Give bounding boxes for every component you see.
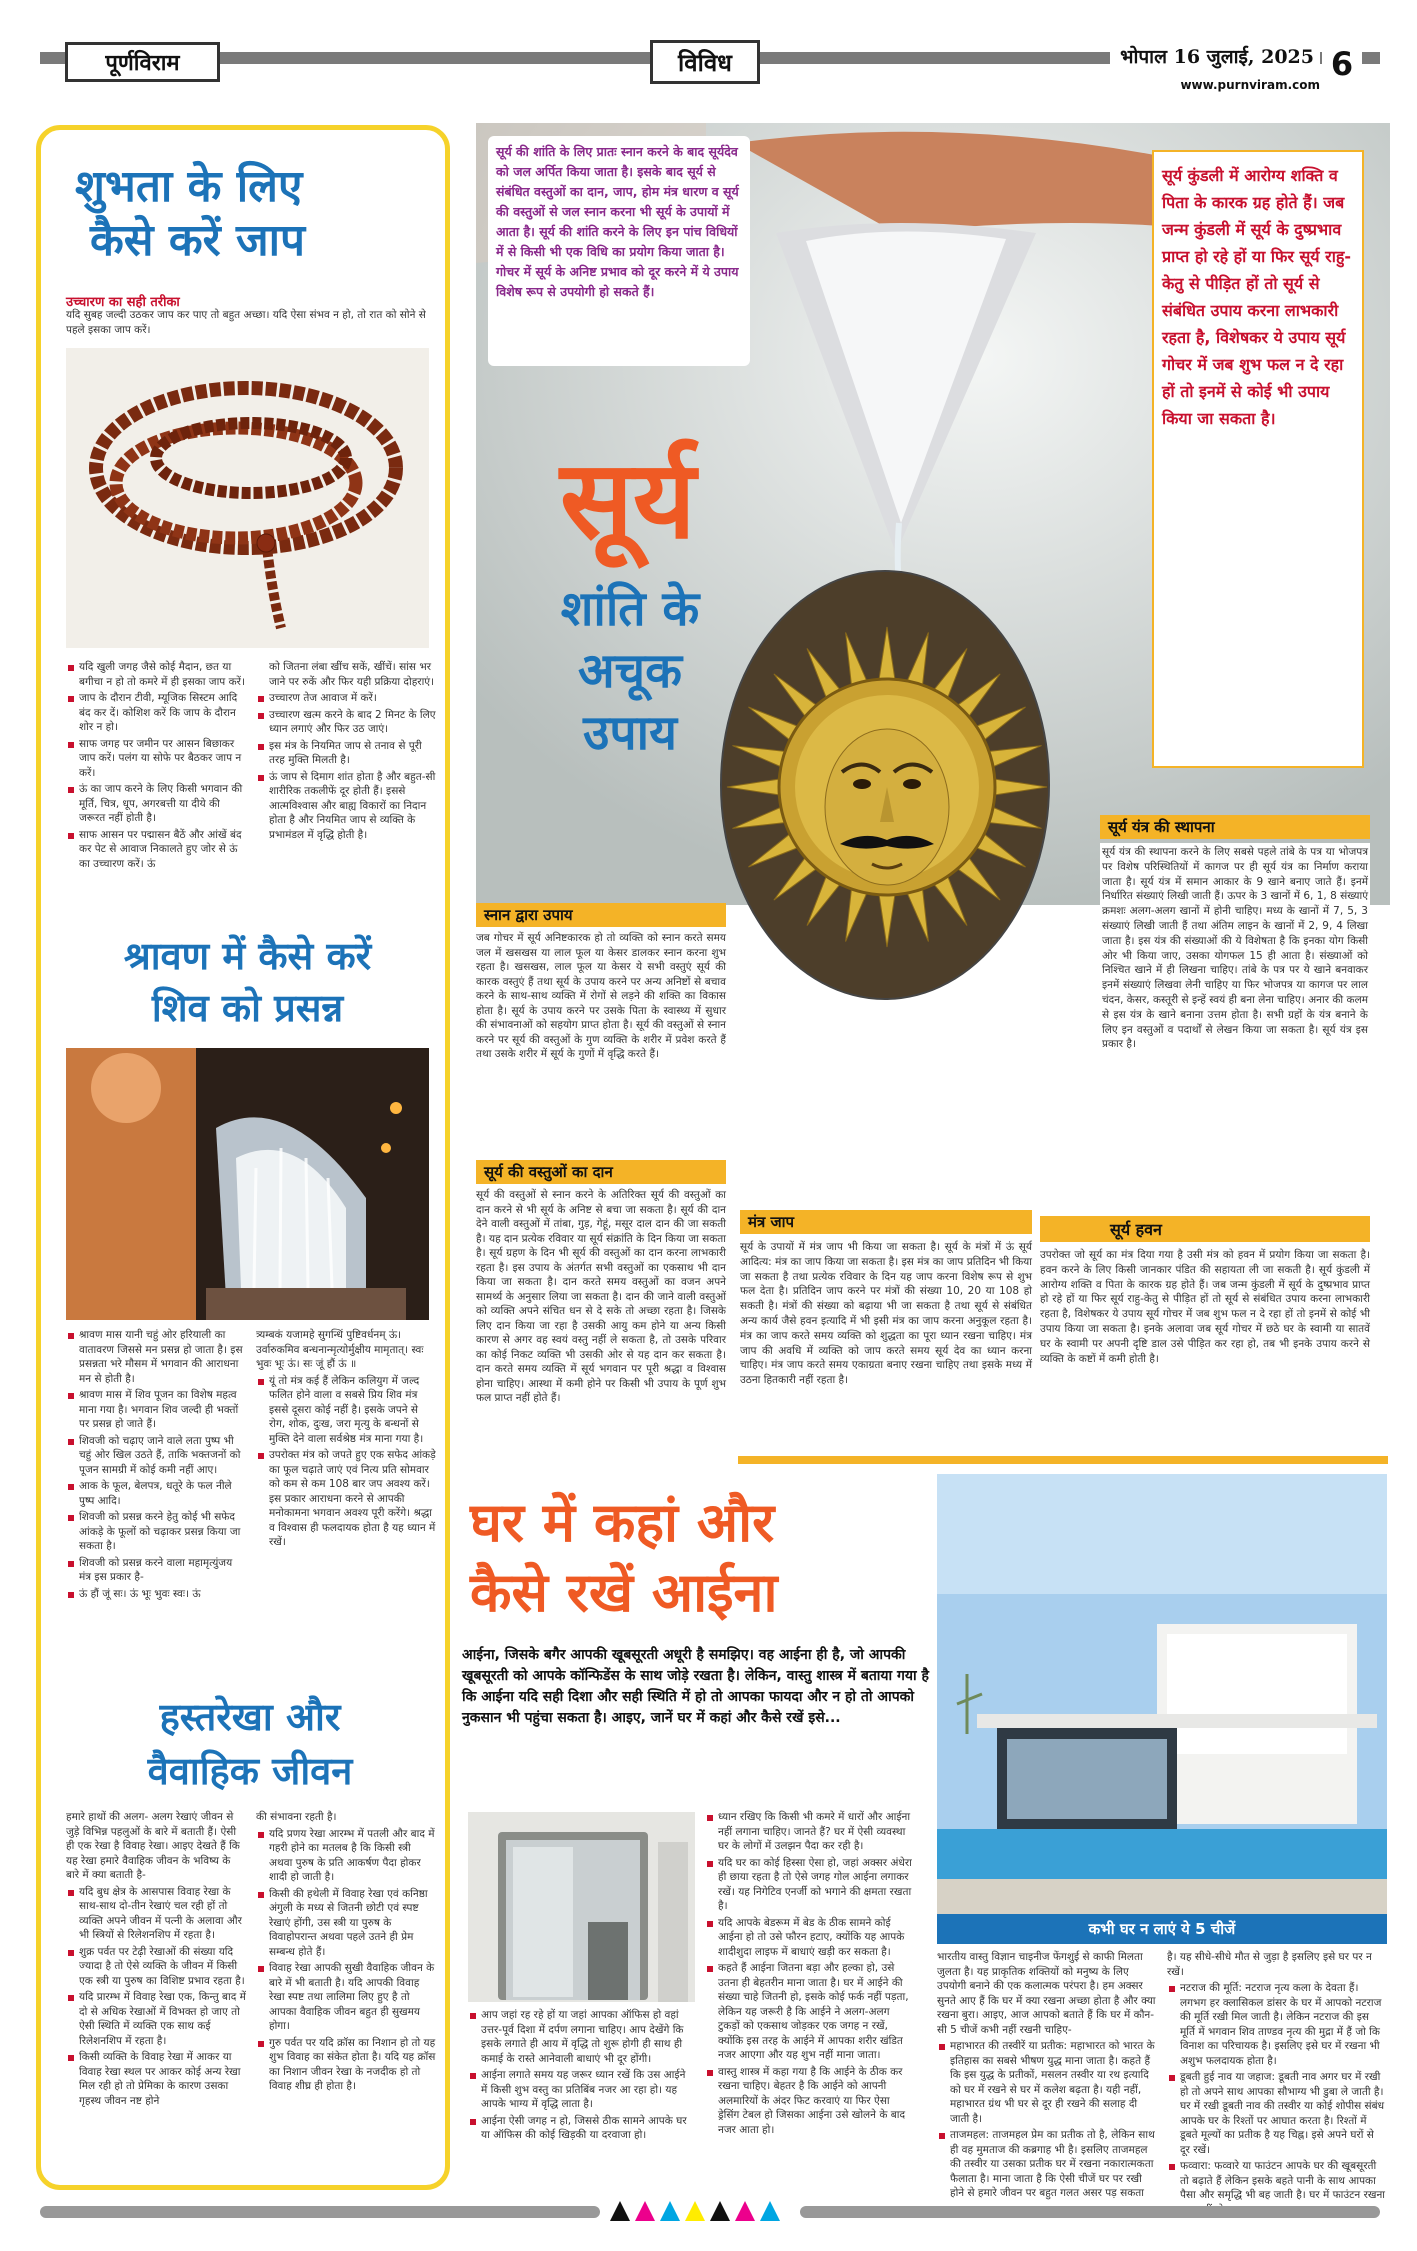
hastrekha-intro: हमारे हाथों की अलग- अलग रेखाएं जीवन से जुड़े विभिन्न पहलुओं के बारे में बताती हैं। ऐसी ही एक रेखा है विवाह रेखा। आइए देखते हैं कि यह रेखा हमारे वैवाहिक जीवन के भविष्य के बारे में क्या बताती है- [66,1811,240,1881]
section-box [650,40,760,84]
shubhta-subhead: उच्चारण का सही तरीका [66,295,180,310]
list-item: ऊं जाप से दिमाग शांत होता है और बहुत-सी शारीरिक तकलीफें दूर होती हैं। इससे आत्मविश्वास और बाह्य विकारों का निदान होता है और नियमित जाप से व्यक्ति के प्रभामंडल में वृद्धि होती है। [256,770,436,843]
mantra-head: मंत्र जाप [740,1210,1032,1234]
surya-callout [488,136,750,366]
dateline-box [1110,38,1320,74]
list-item: शिवजी को प्रसन्न करने हेतु कोई भी सफेद आंकड़े के फूलों को चढ़ाकर प्रसन्न किया जा सकता है। [66,1510,246,1554]
hastrekha-body [66,1810,436,2110]
havan-head: सूर्य हवन [1040,1216,1370,1242]
list-item: यदि खुली जगह जैसे कोई मैदान, छत या बगीचा न हो तो कमरे में ही इसका जाप करें। [66,660,246,689]
section-title: विविध [678,47,732,77]
surya-subtitle-line2: अचूक [577,643,683,699]
list-item: यदि बुध क्षेत्र के आसपास विवाह रेखा के साथ-साथ दो-तीन रेखाएं चल रही हों तो व्यक्ति अपने जीवन में पत्नी के अलावा और भी स्त्रियों से रिलेशनशिप में रहता है। [66,1885,246,1943]
snan-section [476,903,726,1062]
list-item: उच्चारण तेज आवाज में करें। [256,691,436,706]
aaina-lead: आईना, जिसके बगैर आपकी खूबसूरती अधूरी है समझिए। वह आईना ही है, जो आपकी खूबसूरती को आपके कॉन्फिडेंस के साथ जोड़े रखता है। लेकिन, वास्तु शास्त्र में बताया गया है कि आईना यदि सही दिशा और सही स्थिति में हो तो आपका फायदा और न हो तो आपको नुकसान भी पहुंचा सकता है। आइए, जानें घर में कहां और कैसे रखें इसे... [462,1647,929,1726]
shravan-title [50,930,445,1034]
list-item: महाभारत की तस्वीरें या प्रतीक: महाभारत को भारत के इतिहास का सबसे भीषण युद्ध माना जाता है। कहते हैं कि इस युद्ध के प्रतीकों, मसलन तस्वीर या रथ इत्यादि को घर में रखने से घर में कलेश बढ़ता है। यही नहीं, महाभारत ग्रंथ भी घर से दूर ही रखने की सलाह दी जाती है। [937,2039,1157,2126]
list-item: वास्तु शास्त्र में कहा गया है कि आईने के ठीक कर रखना चाहिए। बेहतर है कि आईने को आपनी अलमारियों के अंदर फिट करवाएं या फिर ऐसा ड्रेसिंग टेबल हो जिसका आईना उसे खोलने के बाद नजर आता हो। [705,2065,913,2138]
mantra-section [740,1210,1032,1388]
panch-col1 [937,1950,1157,2203]
dateline: भोपाल 16 जुलाई, 2025 [1120,46,1314,68]
masthead [0,0,1417,110]
shravan-title-line1: श्रावण में कैसे करें [123,934,372,978]
list-item: किसी व्यक्ति के विवाह रेखा में आकर या विवाह रेखा स्थल पर आकर कोई अन्य रेखा मिल रही हो तो प्रेमिका के कारण उसका गृहस्थ जीवन नष्ट होने [66,2050,246,2108]
aaina-title-line2: कैसे रखें आईना [470,1561,778,1624]
shubhta-right-lead: को जितना लंबा खींच सकें, खींचें। सांस भर जाने पर रुकें और फिर यही प्रक्रिया दोहराएं। [269,661,435,688]
list-item: इस मंत्र के नियमित जाप से तनाव से पूरी तरह मुक्ति मिलती है। [256,739,436,768]
list-item: शिवजी को चढ़ाए जाने वाले लता पुष्प भी चहुं ओर खिल उठते हैं, ताकि भक्तजनों को पूजन सामग्री में कोई कमी नहीं आए। [66,1434,246,1478]
surya-title: सूर्य [560,437,696,563]
hastrekha-title-line1: हस्तरेखा और [159,1695,341,1739]
list-item: यदि घर का कोई हिस्सा ऐसा हो, जहां अक्सर अंधेरा ही छाया रहता है तो ऐसे जगह गोल आईना लगाकर रखें। यह निगेटिव एनर्जी को भगाने की क्षमता रखता है। [705,1856,913,1914]
house-caption: कभी घर न लाएं ये 5 चीजें [937,1914,1387,1944]
list-item: ताजमहल: ताजमहल प्रेम का प्रतीक तो है, लेकिन साथ ही वह मुमताज की कब्रगाह भी है। इसलिए ताजमहल की तस्वीर या उसका प्रतीक घर में रखना नकारात्मकता फैलाता है। माना जाता है कि ऐसी चीजें घर पर रखी होने से हमारे जीवन पर बहुत गलत असर पड़ सकता [937,2128,1157,2201]
shravan-right-lead: त्र्यम्बकं यजामहे सुगन्धिं पुष्टिवर्धनम्‌ ऊं। उर्वारुकमिव बन्धनान्मृत्योर्मुक्षीय मामृतात्‌। स्वः भुवः भूः ऊं। सः जूं हौं ऊं ॥ [256,1329,424,1370]
list-item: गुरु पर्वत पर यदि क्रॉस का निशान हो तो यह शुभ विवाह का संकेत होता है। यदि यह क्रॉस का निशान जीवन रेखा के नजदीक हो तो विवाह शीघ्र ही होता है। [256,2036,436,2094]
mantra-body: सूर्य के उपायों में मंत्र जाप भी किया जा सकता है। सूर्य के मंत्रों में ऊं सूर्य आदित्य: मंत्र का जाप किया जा सकता है। इस मंत्र का जाप प्रतिदिन भी किया जा सकता है तथा प्रत्येक रविवार के दिन यह जाप करना विशेष रूप से शुभ फल देता है। प्रतिदिन जाप करने पर मंत्रों की संख्या 10, 20 या 108 हो सकती है। मंत्रों की संख्या को बढ़ाया भी जा सकता है तथा सूर्य से संबंधित अन्य कार्य जैसे हवन इत्यादि में भी इसी मंत्र का जाप करना अनुकूल रहता है। मंत्र का जाप करते समय व्यक्ति को शुद्धता का पूरा ध्यान रखना चाहिए। मंत्र जाप की अवधि में व्यक्ति को जाप करते समय सूर्य देव का ध्यान करना चाहिए। मंत्र जाप करते समय एकाग्रता बनाए रखना चाहिए तथा इसके मध्य में उठना हितकारी नहीं रहता है। [740,1241,1032,1387]
section-divider [738,1456,1388,1464]
list-item: ऊं का जाप करने के लिए किसी भगवान की मूर्ति, चित्र, धूप, अगरबत्ती या दीये की जरूरत नहीं होती है। [66,782,246,826]
list-item: नटराज की मूर्ति: नटराज नृत्य कला के देवता हैं। लगभग हर क्लासिकल डांसर के घर में आपको नटराज की मूर्ति रखी मिल जाती है। लेकिन नटराज की इस मूर्ति में भगवान शिव ताण्डव नृत्य की मुद्रा में हैं जो कि विनाश का परिचायक है। इसलिए इसे घर में रखना भी अशुभ फलदायक होता है। [1167,1981,1387,2068]
shubhta-title-line2: कैसे करें जाप [90,215,305,266]
list-item: विवाह रेखा आपकी सुखी वैवाहिक जीवन के बारे में भी बताती है। यदि आपकी विवाह रेखा स्पष्ट तथा लालिमा लिए हुए है तो आपका वैवाहिक जीवन बहुत ही सुखमय होगा। [256,1961,436,2034]
footer-bar-right [800,2206,1380,2218]
footer-bar-left [40,2206,600,2218]
list-item: यदि प्रणय रेखा आरम्भ में पतली और बाद में गहरी होने का मतलब है कि किसी स्त्री अथवा पुरुष के प्रति आकर्षण पैदा होकर शादी हो जाती है। [256,1827,436,1885]
daan-section [476,1160,726,1406]
list-item: यदि प्रारम्भ में विवाह रेखा एक, किन्तु बाद में दो से अधिक रेखाओं में विभक्त हो जाए तो ऐसी स्थिति में व्यक्ति एक साथ कई रिलेशनशिप में रहता है। [66,1990,246,2048]
aaina-title-line1: घर में कहां और [470,1491,775,1554]
havan-section [1040,1216,1370,1366]
havan-body: उपरोक्त जो सूर्य का मंत्र दिया गया है उसी मंत्र को हवन में प्रयोग किया जा सकता है। हवन करने के लिए किसी जानकार पंडित की सहायता ली जा सकती है। सूर्य कुंडली में आरोग्य शक्ति व पिता के कारक ग्रह होते हैं। जब जन्म कुंडली में सूर्य के दुष्प्रभाव प्राप्त हो रहे हों या फिर सूर्य राहु-केतु से पीड़ित हों तो सूर्य से संबंधित उपाय करना लाभकारी रहता है, विशेषकर ये उपाय सूर्य गोचर में जब शुभ फल न दे रहा हों तो इनमें से कोई भी उपाय किया जा सकता है। इनके अलावा जब सूर्य गोचर में छठे घर के स्वामी या सातवें घर के स्वामी पर अपनी दृष्टि डाल उसे पीड़ित कर रहा हो, तब भी इनके उपाय करने से व्यक्ति के कष्टों में कमी होती है। [1040,1249,1370,1365]
shiva-lingam-image [66,1048,429,1320]
list-item: किसी की हथेली में विवाह रेखा एवं कनिष्ठा अंगुली के मध्य से जितनी छोटी एवं स्पष्ट रेखाएं होंगी, उस स्त्री या पुरुष के विवाहोपरान्त अथवा पहले उतने ही प्रेम सम्बन्ध होते हैं। [256,1887,436,1960]
aaina-title [470,1488,930,1628]
list-item: यूं तो मंत्र कई हैं लेकिन कलियुग में जल्द फलित होने वाला व सबसे प्रिय शिव मंत्र इससे दूसरा कोई नहीं है। इसके जपने से रोग, शोक, दुःख, जरा मृत्यु के बन्धनों से मुक्ति देने वाला सर्वश्रेष्ठ मंत्र माना गया है। [256,1374,436,1447]
shubhta-intro: यदि सुबह जल्दी उठकर जाप कर पाए तो बहुत अच्छा। यदि ऐसा संभव न हो, तो रात को सोने से पहले इसका जाप करें। [66,309,426,336]
list-item: शुक्र पर्वत पर टेढ़ी रेखाओं की संख्या यदि ज्यादा है तो ऐसे व्यक्ति के जीवन में किसी एक स्त्री या पुरुष का विशिष्ट प्रभाव रहता है। [66,1945,246,1989]
website: www.purnviram.com [1150,78,1320,92]
hastrekha-title [60,1690,440,1798]
panch-col2-lead: है। यह सीधे-सीधे मौत से जुड़ा है इसलिए इसे घर पर न रखें। [1167,1951,1372,1978]
shubhta-title [60,160,440,268]
list-item: आप जहां रह रहे हों या जहां आपका ऑफिस हो वहां उत्तर-पूर्व दिशा में दर्पण लगाना चाहिए। आप देखेंगे कि इसके लगाते ही आय में वृद्धि तो शुरू होगी ही साथ ही कमाई के रास्ते आनेवाली बाधाएं भी दूर होंगी। [468,2008,695,2066]
rosary-image [66,348,429,648]
aaina-col1 [468,2008,695,2145]
list-item: डूबती हुई नाव या जहाज: डूबती नाव अगर घर में रखी हो तो अपने साथ आपका सौभाग्य भी डुबा ले जाती है। घर में रखी डूबती नाव की तस्वीर या कोई शोपीस संबंध आपके घर के रिश्तों पर आघात करता है। रिश्तों में डूबते मूल्यों का प्रतीक है यह चिह्न। इसे अपने घरों से दूर रखें। [1167,2070,1387,2157]
color-registration [605,2196,795,2226]
shravan-title-line2: शिव को प्रसन्न [151,986,344,1030]
surya-subtitle-line1: शांति के [560,581,700,637]
daan-body: सूर्य की वस्तुओं से स्नान करने के अतिरिक्त सूर्य की वस्तुओं का दान करने से भी सूर्य के अनिष्ट से बचा जा सकता है। सूर्य की दान देने वाली वस्तुओं में तांबा, गुड़, गेहूं, मसूर दाल दान की जा सकती है। यह दान प्रत्येक रविवार या सूर्य संक्रांति के दिन किया जा सकता है। सूर्य ग्रहण के दिन भी सूर्य की वस्तुओं का दान करना लाभकारी रहता है। इस उपाय के अंतर्गत सभी वस्तुओं का एकसाथ भी दान किया जा सकता है। दान करते समय वस्तुओं का वजन अपने सामर्थ्य के अनुसार लिया जा सकता है। दान की जाने वाली वस्तुओं को व्यक्ति अपने संचित धन से दे सके तो अच्छा रहता है। जिसके लिए दान किया जा रहा है उसकी आयु कम होने या अन्य किसी कारण से अगर वह स्वयं वस्तु नहीं ले सकता है, तो उसके परिवार का कोई निकट व्यक्ति भी उसकी ओर से यह दान कर सकता है। दान करते समय व्यक्ति में सूर्य भगवान पर पूरी श्रद्धा व विश्वास होना चाहिए। आस्था में कमी होने पर किसी भी उपाय के पूर्ण शुभ फल प्राप्त नहीं होते हैं। [476,1189,726,1404]
shubhta-title-line1: शुभता के लिए [75,161,303,212]
shubhta-bullets [66,660,436,873]
list-item: श्रावण मास यानी चहुं ओर हरियाली का वातावरण जिससे मन प्रसन्न हो जाता है। इस प्रसन्नता भरे मौसम में भगवान की आराधना मन से होती है। [66,1328,246,1386]
list-item: उपरोक्त मंत्र को जपते हुए एक सफेद आंकड़े का फूल चढ़ाते जाएं एवं नित्य प्रति सोमवार को कम से कम 108 बार जप अवश्य करें। इस प्रकार आराधना करने से आपकी मनोकामना भगवान अवश्य पूरी करेंगे। श्रद्धा व विश्वास ही फलदायक होता है यह ध्यान में रखें। [256,1448,436,1550]
list-item: फव्वारा: फव्वारे या फाउंटन आपके घर की खूबसूरती तो बढ़ाते हैं लेकिन इसके बहते पानी के साथ आपका पैसा और समृद्धि भी बह जाती है। घर में फाउंटन रखना [1167,2159,1387,2217]
panch-col2 [1167,1950,1387,2219]
mirror-image [468,1812,695,2002]
brand-name: पूर्णविराम [105,50,180,76]
yantra-head: सूर्य यंत्र की स्थापना [1100,815,1370,839]
list-item: साफ आसन पर पद्मासन बैठें और आंखें बंद कर पेट से आवाज निकालते हुए जोर से ऊं का उच्चारण करें। ऊं [66,828,246,872]
list-item: श्रावण मास में शिव पूजन का विशेष महत्व माना गया है। भगवान शिव जल्दी ही भक्तों पर प्रसन्न हो जाते हैं। [66,1388,246,1432]
list-item: यदि आपके बेडरूम में बेड के ठीक सामने कोई आईना हो तो उसे फौरन हटाए, क्योंकि यह आपके शादीशुदा लाइफ में बाधाएं खड़ी कर सकता है। [705,1916,913,1960]
list-item: आईना ऐसी जगह न हो, जिससे ठीक सामने आपके घर या ऑफिस की कोई खिड़की या दरवाजा हो। [468,2114,695,2143]
sun-mask-image [720,570,1050,1000]
yantra-body: सूर्य यंत्र की स्थापना करने के लिए सबसे पहले तांबे के पत्र या भोजपत्र पर विशेष परिस्थितियों में कागज पर ही सूर्य यंत्र का निर्माण कराया जाता है। सूर्य यंत्र में समान आकार के 9 खाने बनाए जाते हैं। इनमें निर्धारित संख्याएं लिखी जाती हैं। ऊपर के 3 खानों में 6, 1, 8 संख्याएं क्रमशः अलग-अलग खानों में होनी चाहिए। मध्य के खानों में 7, 5, 3 संख्याएं लिखी जाती हैं तथा अंतिम लाइन के खानों में 2, 9, 4 लिखा जाता है। इस यंत्र की संख्याओं की ये विशेषता है कि इनका योग किसी ओर भी किया जाए, उसका योगफल 15 ही आता है। संख्याओं को निश्चित खाने में ही लिखना चाहिए। तांबे के पत्र पर ये खाने बनवाकर इनमें संख्याएं लिखवा लेनी चाहिए या फिर भोजपत्र या कागज पर लाल चंदन, केसर, कस्तूरी से इन्हें स्वयं ही बना लेना चाहिए। अनार की कलम से इस यंत्र के खाने बनाना उत्तम होता है। सभी ग्रहों के यंत्र बनाने के लिए इन वस्तुओं व पदार्थों से लेखन किया जा सकता है। सूर्य यंत्र इस प्रकार है। [1100,843,1370,1054]
aaina-col2 [705,1810,913,2139]
list-item: आईना लगाते समय यह जरूर ध्यान रखें कि उस आईने में किसी शुभ वस्तु का प्रतिबिंब नजर आ रहा हो। यह आपके भाग्य में वृद्धि लाता है। [468,2068,695,2112]
shravan-bullets [66,1328,436,1603]
hastrekha-title-line2: वैवाहिक जीवन [147,1749,353,1793]
surya-callout-text: सूर्य की शांति के लिए प्रातः स्नान करने के बाद सूर्यदेव को जल अर्पित किया जाता है। इसके बाद सूर्य से संबंधित वस्तुओं का दान, जाप, होम मंत्र धारण व सूर्य की वस्तुओं से जल स्नान करना भी सूर्य के उपायों में आता है। सूर्य की शांति करने के लिए इन पांच विधियों में से किसी भी एक विधि का प्रयोग किया जाता है। गोचर में सूर्य के अनिष्ट प्रभाव को दूर करने में ये उपाय विशेष रूप से उपयोगी हो सकते हैं। [496,144,739,299]
page-number: 6 [1322,38,1362,90]
house-image [937,1474,1387,1914]
list-item: ध्यान रखिए कि किसी भी कमरे में धारों और आईना नहीं लगाना चाहिए। जानते हैं? घर में ऐसी व्यवस्था घर के लोगों में उलझन पैदा कर रही है। [705,1810,913,1854]
brand-box [65,42,220,82]
yantra-section [1100,815,1370,1054]
surya-subtitle [520,578,740,764]
list-item: साफ जगह पर जमीन पर आसन बिछाकर जाप करें। पलंग या सोफे पर बैठकर जाप न करें। [66,737,246,781]
surya-sidebar-text: सूर्य कुंडली में आरोग्य शक्ति व पिता के कारक ग्रह होते हैं। जब जन्म कुंडली में सूर्य के दुष्प्रभाव प्राप्त हो रहे हों या फिर सूर्य राहु-केतु से पीड़ित हों तो सूर्य से संबंधित उपाय करना लाभकारी रहता है, विशेषकर ये उपाय सूर्य गोचर में जब शुभ फल न दे रहा हों तो इनमें से कोई भी उपाय किया जा सकता है। [1162,166,1351,428]
snan-body: जब गोचर में सूर्य अनिष्टकारक हो तो व्यक्ति को स्नान करते समय जल में खसखस या लाल फूल या केसर डालकर स्नान करना शुभ रहता है। खसखस, लाल फूल या केसर ये सभी वस्तुएं सूर्य की कारक वस्तुएं हैं तथा सूर्य के उपाय करने पर अन्य अनिष्टों से बचाव करने के साथ-साथ व्यक्ति में रोगों से लड़ने की शक्ति का विकास होता है। सूर्य के उपाय करने पर उसके पिता के स्वास्थ्य में सुधार की संभावनाओं को सहयोग प्राप्त होता है। सूर्य की वस्तुओं से स्नान करने पर सूर्य की वस्तुओं के गुण व्यक्ति के शरीर में प्रवेश करते हैं तथा उसके शरीर में सूर्य के गुणों में वृद्धि करते हैं। [476,932,726,1060]
list-item: जाप के दौरान टीवी, म्यूजिक सिस्टम आदि बंद कर दें। कोशिश करें कि जाप के दौरान शोर न हो। [66,691,246,735]
list-item: शिवजी को प्रसन्न करने वाला महामृत्युंजय मंत्र इस प्रकार है- [66,1556,246,1585]
panch-intro: भारतीय वास्तु विज्ञान चाइनीज फेंगशुई से काफी मिलता जुलता है। यह प्राकृतिक शक्तियों को मनुष्य के लिए उपयोगी बनाने की एक कलात्मक परंपरा है। हम अक्सर सुनते आए हैं कि घर में क्या रखना अच्छा होता है और क्या रखना बुरा। आइए, आज आपको बताते हैं कि घर में कौन-सी 5 चीजें कभी नहीं रखनी चाहिए- [937,1951,1156,2036]
daan-head: सूर्य की वस्तुओं का दान [476,1160,726,1184]
list-item: आक के फूल, बेलपत्र, धतूरे के फल नीले पुष्प आदि। [66,1479,246,1508]
list-item: उच्चारण खत्म करने के बाद 2 मिनट के लिए ध्यान लगाएं और फिर उठ जाएं। [256,708,436,737]
surya-subtitle-line3: उपाय [583,705,677,761]
snan-head: स्नान द्वारा उपाय [476,903,726,927]
list-item: ऊं हौं जूं सः। ऊं भूः भुवः स्वः। ऊं [66,1587,246,1602]
list-item: कहते हैं आईना जितना बड़ा और हल्का हो, उसे उतना ही बेहतरीन माना जाता है। घर में आईने की संख्या चाहे जितनी हो, इसके कोई फर्क नहीं पड़ता, लेकिन यह जरूरी है कि आईने ने अलग-अलग टुकड़ों को एकसाथ जोड़कर एक जगह न रखें, क्योंकि इस तरह के आईने में आपका शरीर खंडित नजर आएगा और यह शुभ नहीं माना जाता। [705,1961,913,2063]
hastrekha-right-lead: की संभावना रहती है। [256,1811,337,1823]
surya-sidebar [1152,150,1364,768]
